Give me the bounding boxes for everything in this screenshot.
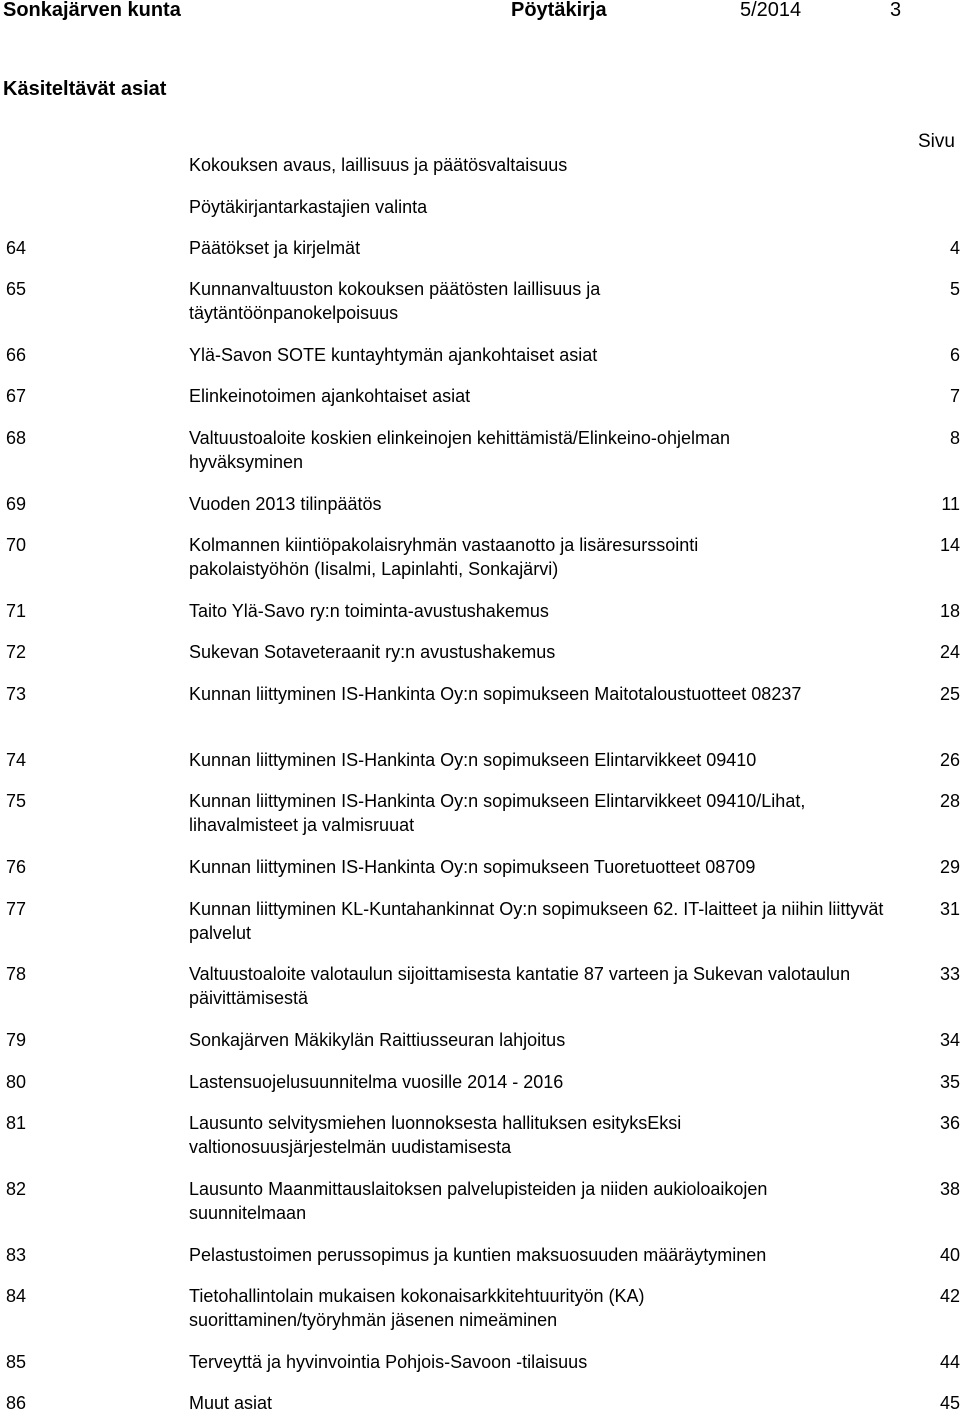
agenda-item [0, 1070, 960, 1110]
item-number: 78 [6, 964, 27, 984]
agenda-item [0, 1111, 960, 1157]
item-page: 6 [949, 345, 960, 365]
item-number: 79 [6, 1030, 27, 1050]
item-title: Sonkajärven Mäkikylän Raittiusseuran lahjoitus [189, 1030, 566, 1050]
agenda-item [0, 153, 960, 193]
item-title: Valtuustoaloite valotaulun sijoittamisesta kantatie 87 varteen ja Sukevan valotaulun päivittämisestä [189, 964, 851, 1008]
item-page: 14 [939, 535, 960, 555]
item-number: 68 [6, 428, 27, 448]
item-number: 77 [6, 899, 27, 919]
agenda-item [0, 492, 960, 532]
item-page: 38 [939, 1179, 960, 1199]
item-page: 35 [939, 1072, 960, 1092]
item-title: Kunnanvaltuuston kokouksen päätösten laillisuus ja täytäntöönpanokelpoisuus [189, 279, 601, 323]
item-title: Valtuustoaloite koskien elinkeinojen kehittämistä/Elinkeino-ohjelman hyväksyminen [189, 428, 730, 472]
item-title: Muut asiat [189, 1393, 273, 1413]
item-page: 4 [949, 238, 960, 258]
item-title: Kunnan liittyminen IS-Hankinta Oy:n sopimukseen Elintarvikkeet 09410 [189, 750, 757, 770]
item-title: Kokouksen avaus, laillisuus ja päätösvaltaisuus [189, 155, 568, 175]
item-number: 75 [6, 791, 27, 811]
agenda-item [0, 1028, 960, 1068]
agenda-item [0, 384, 960, 424]
agenda-item [0, 236, 960, 276]
item-number: 64 [6, 238, 27, 258]
agenda-item [0, 343, 960, 383]
document-type: Pöytäkirja [511, 0, 607, 21]
item-page: 18 [939, 601, 960, 621]
item-number: 76 [6, 857, 27, 877]
agenda-item [0, 277, 960, 323]
item-title: Kolmannen kiintiöpakolaisryhmän vastaanotto ja lisäresurssointi pakolaistyöhön (Iisalmi, Lapinlahti, Sonkajärvi) [189, 535, 699, 579]
section-title: Käsiteltävät asiat [3, 78, 167, 100]
item-page: 42 [939, 1286, 960, 1306]
item-page: 40 [939, 1245, 960, 1265]
item-title: Kunnan liittyminen KL-Kuntahankinnat Oy:n sopimukseen 62. IT-laitteet ja niihin liittyvät palvelut [189, 899, 884, 943]
item-page: 33 [939, 964, 960, 984]
item-title: Kunnan liittyminen IS-Hankinta Oy:n sopimukseen Tuoretuotteet 08709 [189, 857, 756, 877]
item-page: 29 [939, 857, 960, 877]
item-number: 74 [6, 750, 27, 770]
agenda-item [0, 1350, 960, 1390]
agenda-item [0, 789, 960, 835]
item-number: 81 [6, 1113, 27, 1133]
item-title: Sukevan Sotaveteraanit ry:n avustushakemus [189, 642, 556, 662]
agenda-item [0, 897, 960, 943]
item-page: 36 [939, 1113, 960, 1133]
item-page: 34 [939, 1030, 960, 1050]
item-number: 65 [6, 279, 27, 299]
item-page: 5 [949, 279, 960, 299]
item-page: 11 [941, 494, 960, 514]
agenda-item [0, 599, 960, 639]
item-title: Päätökset ja kirjelmät [189, 238, 361, 258]
agenda-item [0, 855, 960, 895]
item-page: 7 [949, 386, 960, 406]
item-page: 25 [939, 684, 960, 704]
item-number: 80 [6, 1072, 27, 1092]
item-number: 86 [6, 1393, 27, 1413]
item-number: 85 [6, 1352, 27, 1372]
item-page: 28 [939, 791, 960, 811]
item-title: Vuoden 2013 tilinpäätös [189, 494, 382, 514]
item-number: 72 [6, 642, 27, 662]
item-number: 73 [6, 684, 27, 704]
item-title: Ylä-Savon SOTE kuntayhtymän ajankohtaiset asiat [189, 345, 598, 365]
item-title: Taito Ylä-Savo ry:n toiminta-avustushakemus [189, 601, 549, 621]
agenda-item [0, 640, 960, 680]
item-title: Lausunto selvitysmiehen luonnoksesta hallituksen esityksEksi valtionosuusjärjestelmän uudistamisesta [189, 1113, 682, 1157]
item-title: Kunnan liittyminen IS-Hankinta Oy:n sopimukseen Elintarvikkeet 09410/Lihat, lihavalmisteet ja valmisruuat [189, 791, 806, 835]
item-page: 26 [939, 750, 960, 770]
item-title: Pöytäkirjantarkastajien valinta [189, 197, 428, 217]
agenda-item [0, 426, 960, 472]
agenda-item [0, 1391, 960, 1412]
item-number: 84 [6, 1286, 27, 1306]
item-page: 8 [949, 428, 960, 448]
agenda-item [0, 962, 960, 1008]
item-number: 69 [6, 494, 27, 514]
organization-name: Sonkajärven kunta [3, 0, 181, 21]
page-column-header: Sivu [918, 131, 955, 152]
page-number: 3 [890, 0, 902, 21]
agenda-item [0, 1177, 960, 1223]
agenda-item [0, 682, 960, 722]
agenda-item [0, 195, 960, 235]
item-number: 70 [6, 535, 27, 555]
item-number: 66 [6, 345, 27, 365]
item-number: 82 [6, 1179, 27, 1199]
agenda-item [0, 1284, 960, 1330]
item-title: Lausunto Maanmittauslaitoksen palvelupisteiden ja niiden aukioloaikojen suunnitelmaan [189, 1179, 768, 1223]
item-page: 44 [939, 1352, 960, 1372]
item-number: 71 [6, 601, 27, 621]
item-title: Lastensuojelusuunnitelma vuosille 2014 - 2016 [189, 1072, 564, 1092]
item-title: Elinkeinotoimen ajankohtaiset asiat [189, 386, 471, 406]
item-page: 31 [939, 899, 960, 919]
item-page: 45 [939, 1393, 960, 1413]
meeting-number: 5/2014 [740, 0, 802, 21]
item-page: 24 [939, 642, 960, 662]
item-number: 83 [6, 1245, 27, 1265]
page-header [0, 0, 960, 24]
item-title: Tietohallintolain mukaisen kokonaisarkkitehtuurityön (KA) suorittaminen/työryhmän jäsenen nimeäminen [189, 1286, 645, 1330]
agenda-item [0, 748, 960, 788]
agenda-item [0, 1243, 960, 1283]
item-title: Terveyttä ja hyvinvointia Pohjois-Savoon -tilaisuus [189, 1352, 588, 1372]
item-title: Pelastustoimen perussopimus ja kuntien maksuosuuden määräytyminen [189, 1245, 767, 1265]
agenda-item [0, 533, 960, 579]
item-title: Kunnan liittyminen IS-Hankinta Oy:n sopimukseen Maitotaloustuotteet 08237 [189, 684, 802, 704]
item-number: 67 [6, 386, 27, 406]
